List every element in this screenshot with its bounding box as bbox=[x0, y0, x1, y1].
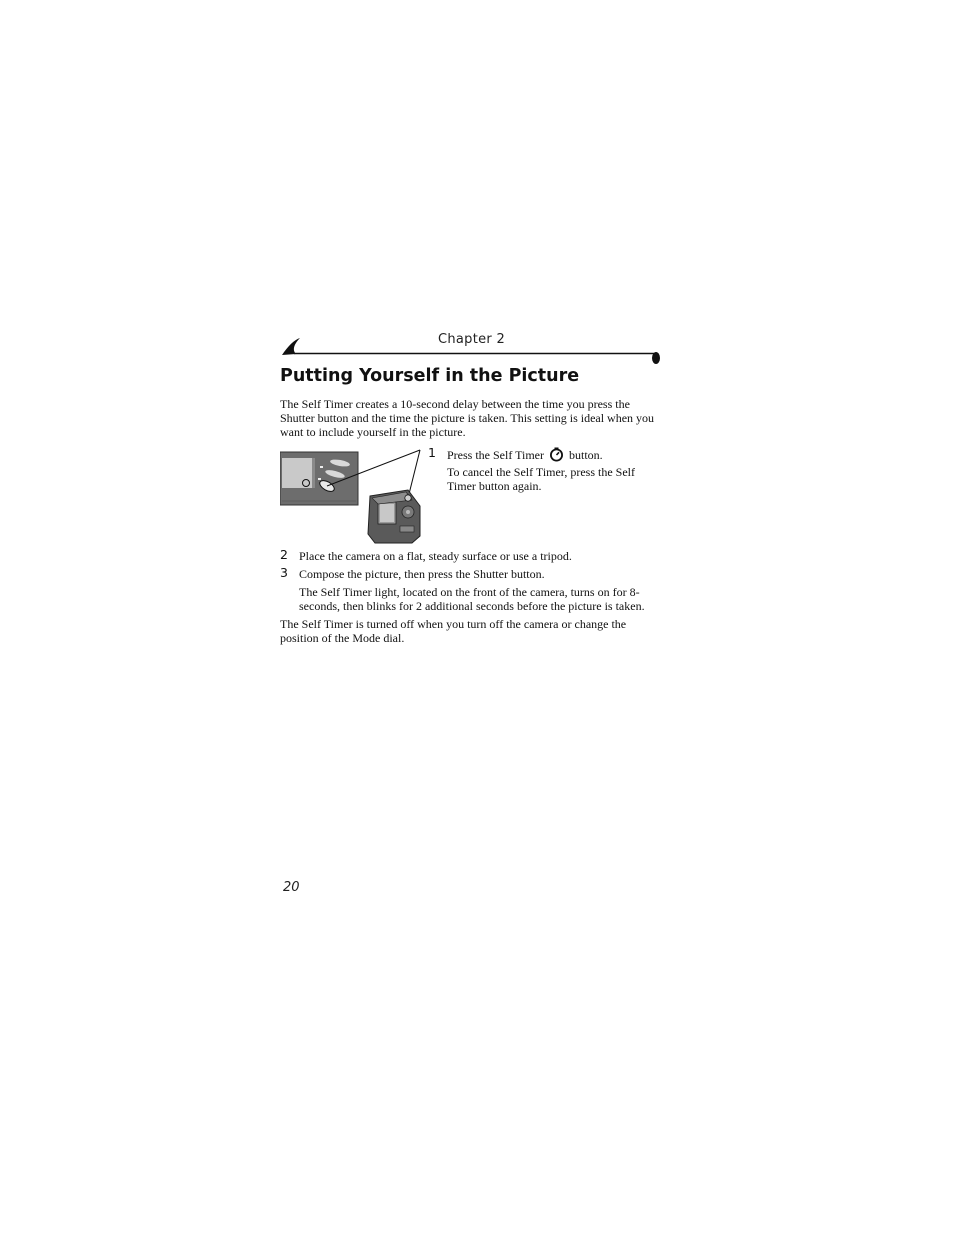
section-title: Putting Yourself in the Picture bbox=[280, 366, 580, 386]
step-number: 3 bbox=[280, 565, 288, 580]
step-3-subtext: The Self Timer light, located on the front of the camera, turns on for 8-seconds, then blinks for 2 additional seconds before the picture is taken. bbox=[299, 585, 645, 613]
step-1-text-before: Press the Self Timer bbox=[447, 448, 545, 462]
step-1-text bbox=[447, 447, 662, 462]
chapter-label: Chapter 2 bbox=[438, 332, 506, 347]
intro-paragraph: The Self Timer creates a 10-second delay between the time you press the Shutter button and the time the picture is taken. This setting is ideal when you want to include yourself in the picture. bbox=[280, 397, 655, 439]
step-3-text: Compose the picture, then press the Shutter button. bbox=[299, 567, 545, 581]
closing-paragraph: The Self Timer is turned off when you turn off the camera or change the position of the Mode dial. bbox=[280, 617, 627, 645]
camera-illustration bbox=[280, 446, 425, 546]
self-timer-icon bbox=[549, 447, 564, 462]
step-1-text-after: button. bbox=[569, 448, 603, 462]
step-1-subtext: To cancel the Self Timer, press the Self Timer button again. bbox=[447, 465, 635, 493]
step-number: 1 bbox=[428, 445, 436, 460]
step-2-text: Place the camera on a flat, steady surface or use a tripod. bbox=[299, 549, 572, 563]
page-number: 20 bbox=[283, 880, 300, 895]
step-number: 2 bbox=[280, 547, 288, 562]
